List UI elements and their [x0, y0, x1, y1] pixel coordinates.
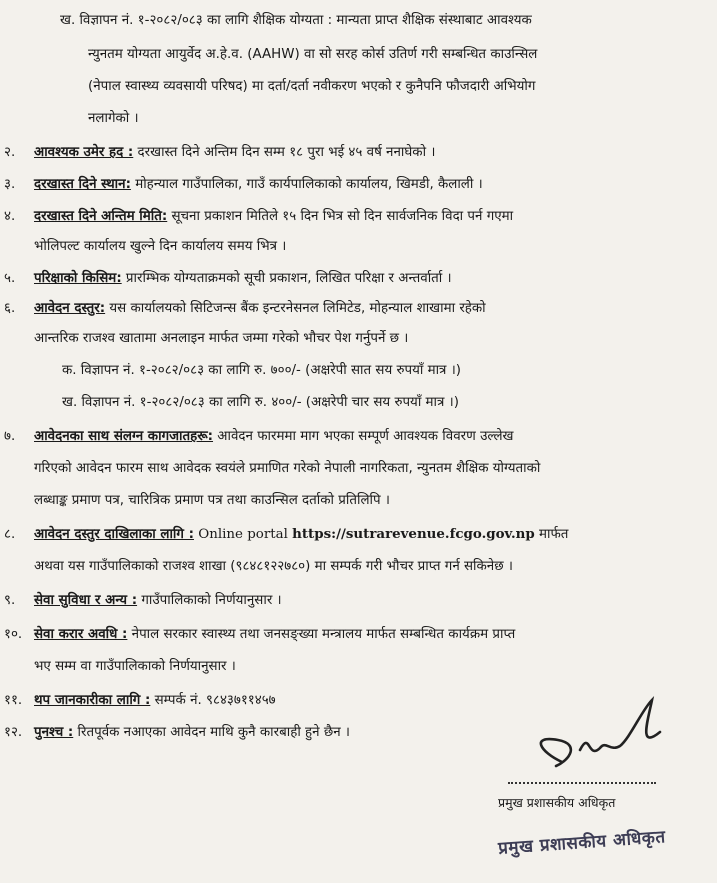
item-label: आवेदनका साथ संलग्न कागजातहरू:: [34, 429, 214, 444]
signature-line: [508, 782, 656, 784]
officer-title: प्रमुख प्रशासकीय अधिकृत: [498, 795, 616, 810]
fee-text: ख. विज्ञापन नं. १-२०८२/०८३ का लागि रु. ४००/- (अक्षरेपी चार सय रुपयाँ मात्र ।): [62, 395, 459, 410]
item-text: सूचना प्रकाशन मितिले १५ दिन भित्र सो दिन सार्वजनिक विदा पर्न गएमा: [167, 209, 514, 224]
kha-line-2: न्युनतम योग्यता आयुर्वेद अ.हे.व. (AAHW) वा सो सरह कोर्स उतिर्ण गरी सम्बन्धित काउन्सिल: [88, 47, 538, 62]
item-label: पुनश्च :: [34, 725, 74, 740]
kha-line-3: (नेपाल स्वास्थ्य व्यवसायी परिषद) मा दर्ता/दर्ता नवीकरण भएको र कुनैपनि फौजदारी अभियोग: [88, 79, 536, 94]
item-number: ११.: [4, 693, 23, 708]
item-text: सम्पर्क नं. ९८४३७११४५७: [150, 693, 276, 708]
item-text-cont: भोलिपल्ट कार्यालय खुल्ने दिन कार्यालय समय भित्र ।: [34, 239, 287, 254]
item-label: आवश्यक उमेर हद :: [34, 145, 134, 160]
item-number: ४.: [4, 209, 16, 224]
item-text-cont: अथवा यस गाउँपालिकाको राजश्व शाखा (९८४८१२२७८०) मा सम्पर्क गरी भौचर प्राप्त गर्न सकिनेछ ।: [34, 559, 513, 574]
item-text: आवेदन फारममा माग भएका सम्पूर्ण आवश्यक विवरण उल्लेख: [213, 429, 514, 444]
item-text-cont: आन्तरिक राजश्व खातामा अनलाइन मार्फत जम्मा गरेको भौचर पेश गर्नुपर्ने छ ।: [34, 331, 409, 346]
item-label: सेवा सुविधा र अन्य :: [34, 593, 138, 608]
item-number: ५.: [4, 271, 16, 286]
item-text-cont: गरिएको आवेदन फारम साथ आवेदक स्वयंले प्रमाणित गरेको नेपाली नागरिकता, न्युनतम शैक्षिक योग्यताको: [34, 461, 541, 476]
item-label: सेवा करार अवधि :: [34, 627, 128, 642]
portal-url[interactable]: https://sutrarevenue.fcgo.gov.np: [292, 526, 535, 542]
item-number: २.: [4, 145, 16, 160]
item-number: ३.: [4, 177, 16, 192]
item-label: थप जानकारीका लागि :: [34, 693, 151, 708]
item-text: मार्फत: [534, 527, 569, 542]
signature-block: [470, 690, 710, 880]
item-label: परिक्षाको किसिम:: [34, 271, 122, 286]
item-text: नेपाल सरकार स्वास्थ्य तथा जनसङ्ख्या मन्त्रालय मार्फत सम्बन्धित कार्यक्रम प्राप्त: [127, 627, 516, 642]
item-number: ९.: [4, 593, 16, 608]
item-text: Online portal: [193, 527, 293, 542]
kha-line-4: नलागेको ।: [88, 111, 139, 126]
item-label: दरखास्त दिने स्थान:: [34, 177, 131, 192]
item-label: आवेदन दस्तुर:: [34, 301, 106, 316]
handwritten-signature-icon: [470, 690, 710, 785]
fee-text: क. विज्ञापन नं. १-२०८२/०८३ का लागि रु. ७००/- (अक्षरेपी सात सय रुपयाँ मात्र ।): [62, 363, 462, 378]
official-stamp: प्रमुख प्रशासकीय अधिकृत: [497, 827, 667, 859]
item-text-cont: भए सम्म वा गाउँपालिकाको निर्णयानुसार ।: [34, 659, 236, 674]
item-text: प्रारम्भिक योग्यताक्रमको सूची प्रकाशन, लिखित परिक्षा र अन्तर्वार्ता ।: [121, 271, 452, 286]
item-text: यस कार्यालयको सिटिजन्स बैंक इन्टरनेसनल लिमिटेड, मोहन्याल शाखामा रहेको: [105, 301, 486, 316]
item-number: १२.: [4, 725, 23, 740]
item-label: आवेदन दस्तुर दाखिलाका लागि :: [34, 527, 194, 542]
item-number: ७.: [4, 429, 16, 444]
item-number: ८.: [4, 527, 16, 542]
item-label: दरखास्त दिने अन्तिम मिति:: [34, 209, 168, 224]
item-text: मोहन्याल गाउँपालिका, गाउँ कार्यपालिकाको कार्यालय, खिमडी, कैलाली ।: [130, 177, 483, 192]
item-number: ६.: [4, 301, 16, 316]
item-number: १०.: [4, 627, 23, 642]
kha-line-1: ख. विज्ञापन नं. १-२०८२/०८३ का लागि शैक्षिक योग्यता : मान्यता प्राप्त शैक्षिक संस्थाबाट आवश्यक: [60, 13, 532, 28]
item-text: गाउँपालिकाको निर्णयानुसार ।: [137, 593, 282, 608]
item-text-cont: लब्धाङ्क प्रमाण पत्र, चारित्रिक प्रमाण पत्र तथा काउन्सिल दर्ताको प्रतिलिपि ।: [34, 493, 390, 508]
item-text: दरखास्त दिने अन्तिम दिन सम्म १८ पुरा भई ४५ वर्ष ननाघेको ।: [133, 145, 436, 160]
item-text: रितपूर्वक नआएका आवेदन माथि कुनै कारबाही हुने छैन ।: [73, 725, 350, 740]
